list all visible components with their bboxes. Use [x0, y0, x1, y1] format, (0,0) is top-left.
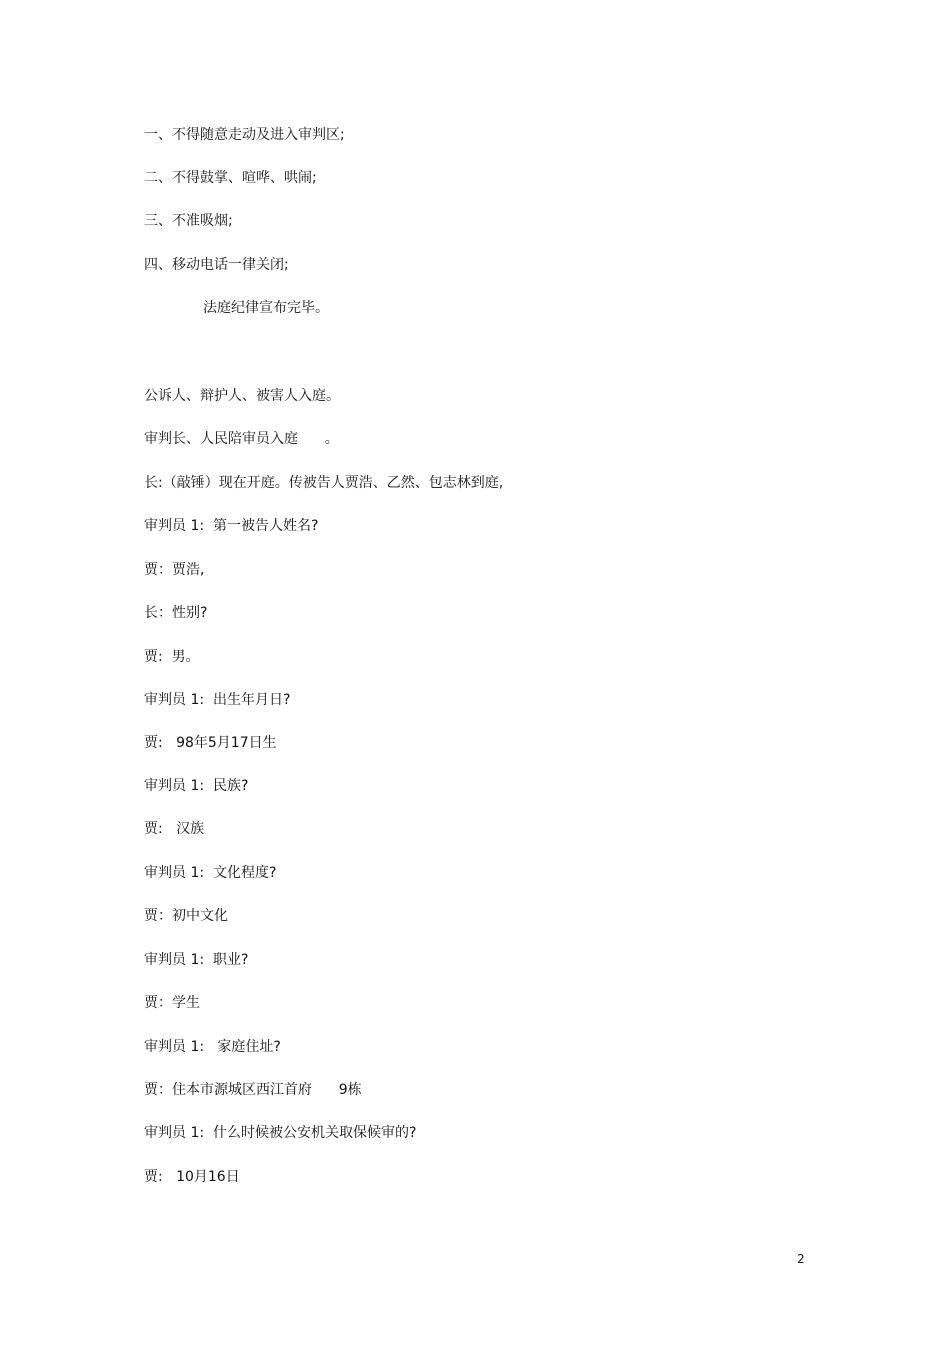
transcript-line: 贾: 98年5月17日生: [144, 735, 277, 751]
transcript-line: 贾: 10月16日: [144, 1169, 240, 1185]
transcript-line: 审判长、人民陪审员入庭 。: [144, 431, 339, 447]
transcript-line: 贾：贾浩,: [144, 562, 205, 578]
rules-end-line: 法庭纪律宣布完毕。: [203, 300, 329, 316]
transcript-line: 审判员 1: 家庭住址?: [144, 1039, 281, 1055]
transcript-line: 贾: 汉族: [144, 821, 205, 837]
transcript-line: 审判员 1: 民族?: [144, 778, 249, 794]
transcript-line: 贾：初中文化: [144, 908, 228, 924]
transcript-line: 贾：学生: [144, 995, 200, 1011]
transcript-line: 审判员 1: 职业?: [144, 952, 249, 968]
transcript-line: 审判员 1: 什么时候被公安机关取保候审的?: [144, 1125, 417, 1141]
transcript-line: 贾: 男。: [144, 649, 200, 665]
rule-line: 二、不得鼓掌、喧哗、哄闹;: [144, 170, 317, 186]
transcript-line: 审判员 1: 第一被告人姓名?: [144, 518, 319, 534]
transcript-line: 公诉人、辩护人、被害人入庭。: [144, 388, 340, 404]
transcript-line: 长:（敲锤）现在开庭。传被告人贾浩、乙然、包志林到庭,: [144, 475, 504, 491]
rule-line: 三、不准吸烟;: [144, 213, 233, 229]
page-number: 2: [797, 1252, 805, 1266]
transcript-line: 审判员 1: 文化程度?: [144, 865, 277, 881]
rule-line: 一、不得随意走动及进入审判区;: [144, 127, 345, 143]
transcript-line: 长：性别?: [144, 605, 208, 621]
rule-line: 四、移动电话一律关闭;: [144, 257, 289, 273]
transcript-line: 贾：住本市源城区西江首府 9栋: [144, 1082, 362, 1098]
transcript-line: 审判员 1: 出生年月日?: [144, 692, 291, 708]
